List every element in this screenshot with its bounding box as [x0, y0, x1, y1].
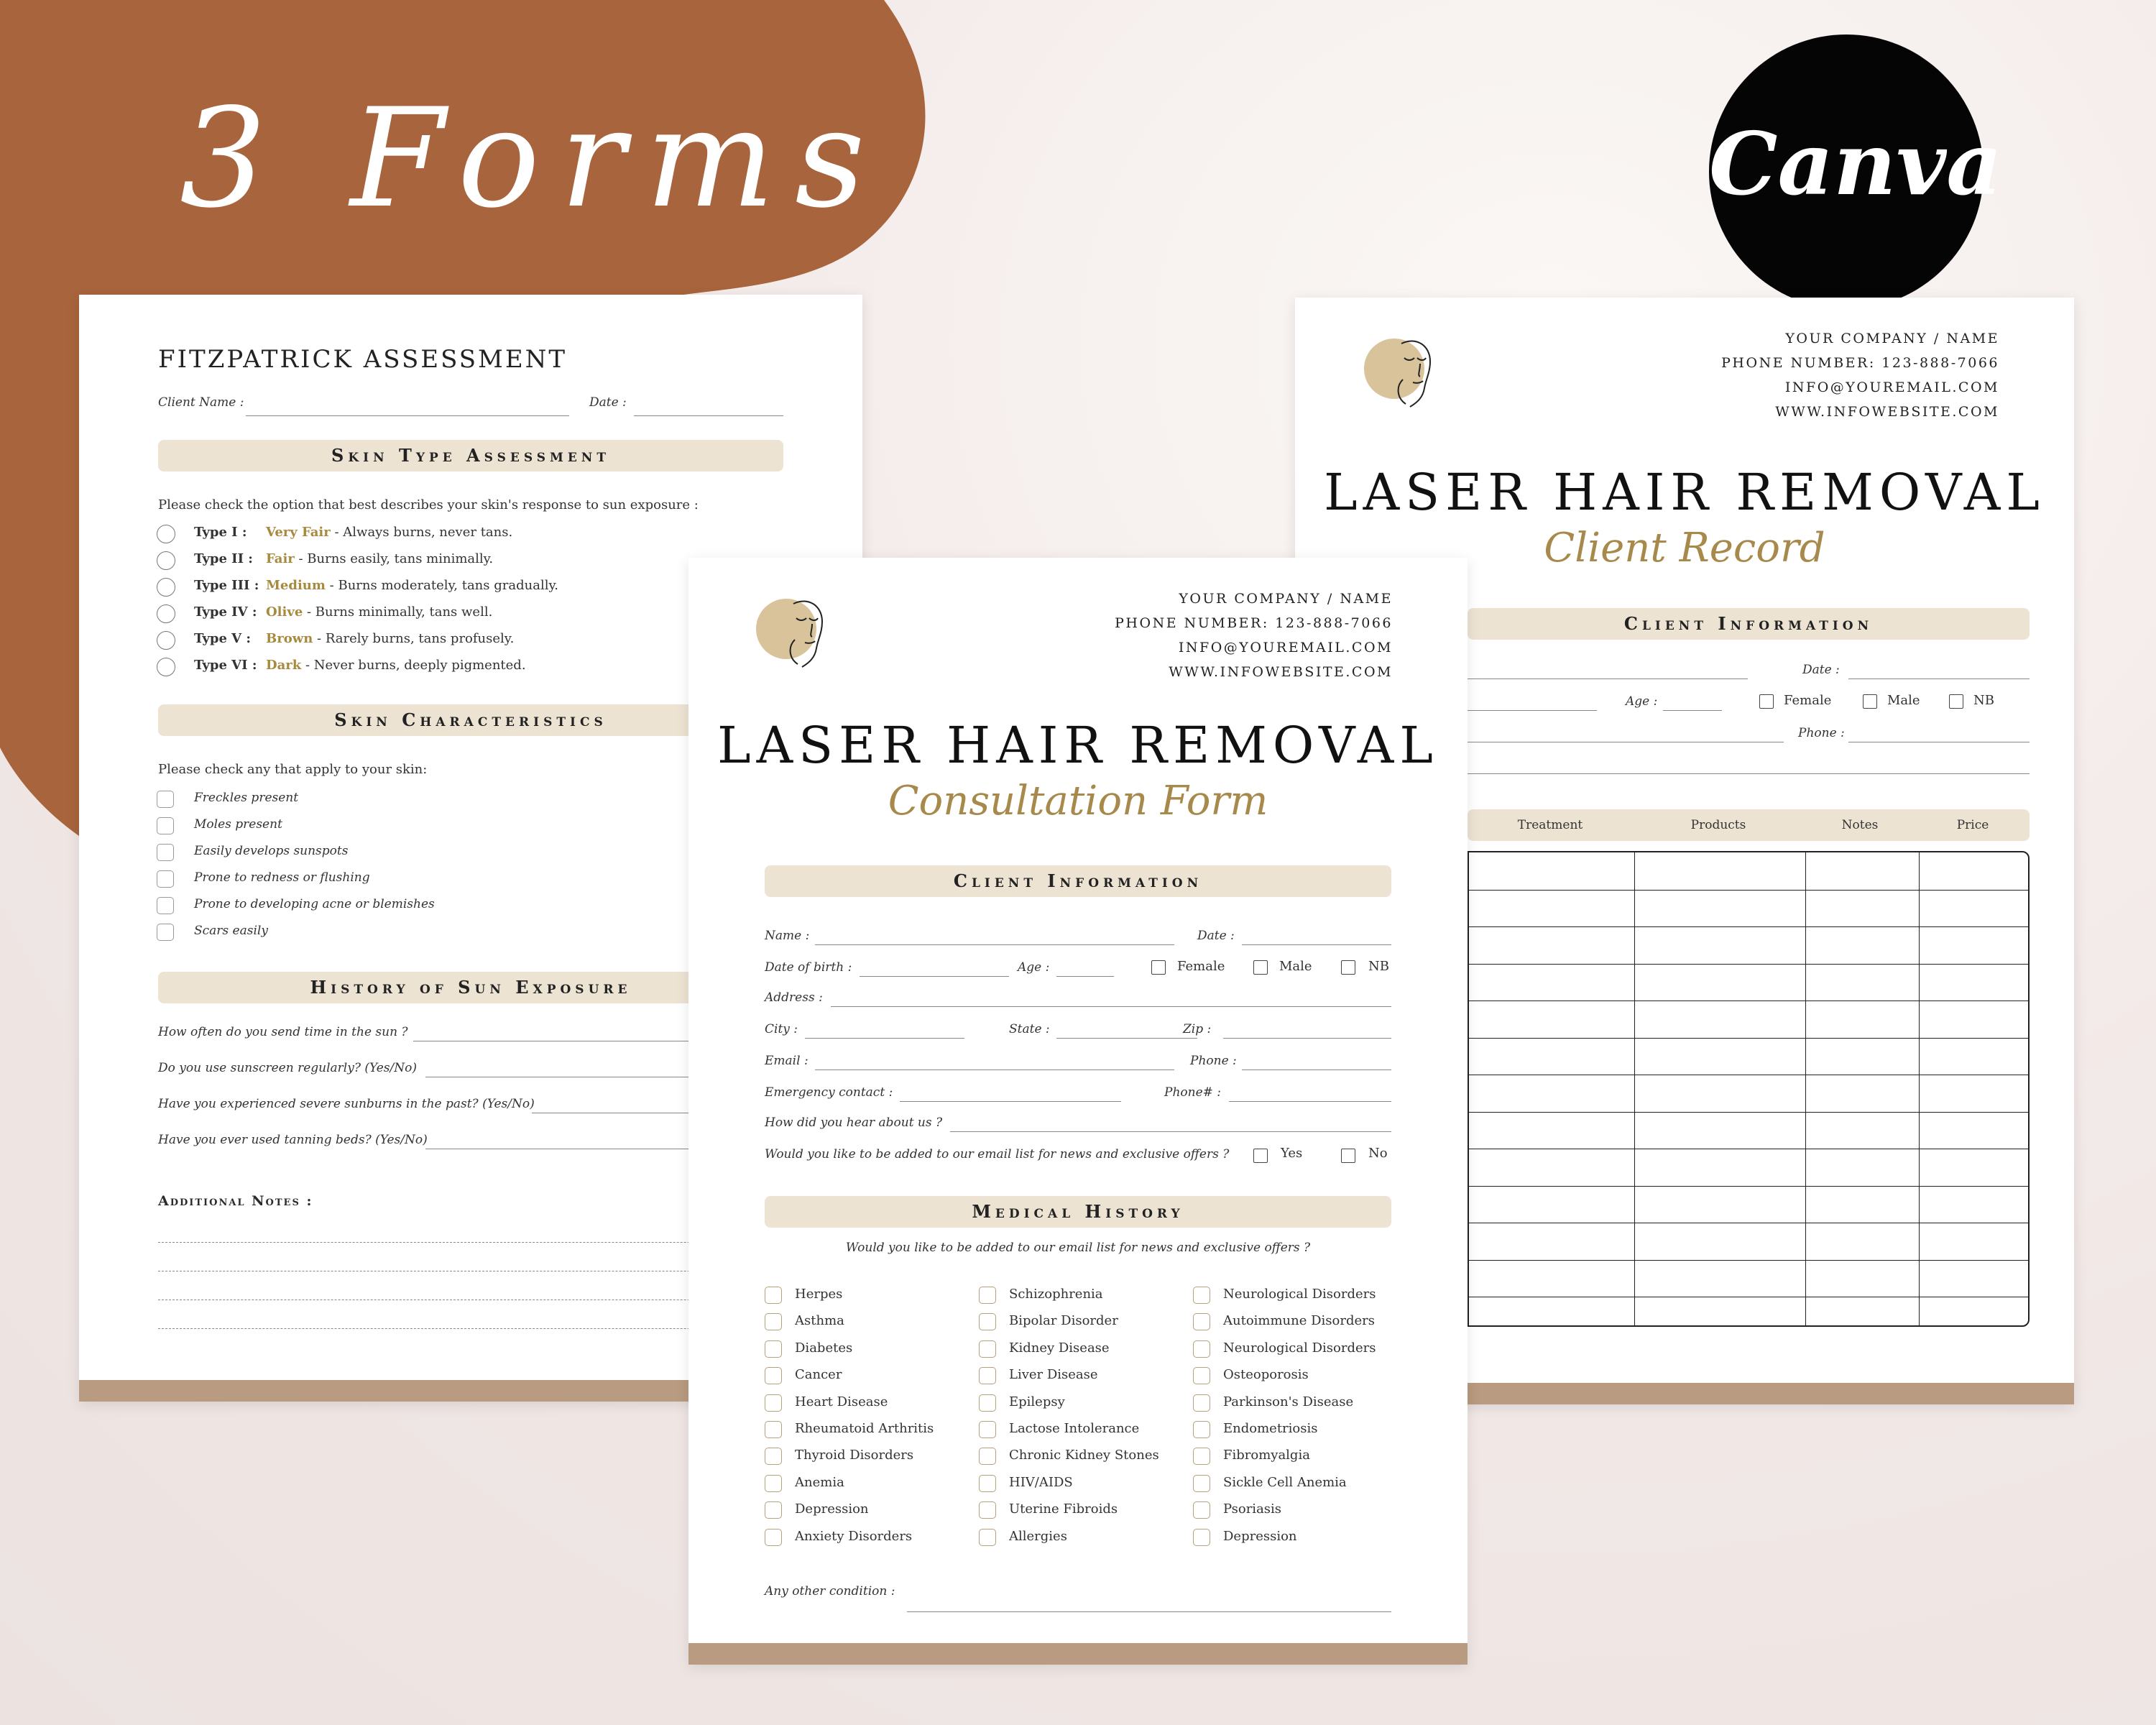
canva-badge — [1709, 34, 2002, 309]
condition-label: Cancer — [795, 1367, 842, 1383]
condition-checkbox[interactable] — [1193, 1448, 1210, 1465]
zip-field[interactable] — [1223, 1038, 1391, 1039]
skin-type-radio[interactable] — [157, 631, 175, 650]
condition-checkbox[interactable] — [765, 1448, 782, 1465]
characteristic-label: Freckles present — [194, 791, 299, 805]
condition-checkbox[interactable] — [1193, 1475, 1210, 1492]
male-checkbox[interactable] — [1253, 960, 1268, 975]
condition-checkbox[interactable] — [765, 1367, 782, 1384]
characteristics-prompt: Please check any that apply to your skin: — [158, 762, 428, 777]
condition-checkbox[interactable] — [979, 1313, 996, 1330]
yes-label: Yes — [1281, 1146, 1303, 1161]
company-line: YOUR COMPANY / NAME — [1785, 331, 1999, 346]
state-field[interactable] — [1056, 1038, 1197, 1039]
consultation-sheet — [688, 558, 1468, 1665]
condition-label: Depression — [1223, 1528, 1297, 1544]
record-nb-label: NB — [1973, 693, 1994, 708]
record-date-field[interactable] — [1848, 678, 2030, 679]
city-field[interactable] — [805, 1038, 964, 1039]
condition-label: Asthma — [795, 1313, 844, 1329]
record-female-checkbox[interactable] — [1759, 694, 1774, 709]
skin-type-shade: Olive — [266, 604, 303, 620]
condition-label: Neurological Disorders — [1223, 1287, 1376, 1302]
record-client-band — [1468, 608, 2030, 640]
record-male-label: Male — [1887, 693, 1920, 708]
yes-checkbox[interactable] — [1253, 1149, 1268, 1163]
characteristic-label: Prone to redness or flushing — [194, 870, 370, 885]
face-logo-icon — [752, 589, 838, 676]
record-male-checkbox[interactable] — [1863, 694, 1877, 709]
canva-logo: Canva — [1709, 114, 2002, 215]
dob-field[interactable] — [860, 976, 1009, 977]
hear-field[interactable] — [950, 1131, 1391, 1132]
table-row[interactable] — [1469, 1112, 2028, 1149]
condition-checkbox[interactable] — [765, 1475, 782, 1492]
skin-type-name: Type II : — [194, 551, 253, 566]
record-date-label: Date : — [1802, 663, 1840, 677]
condition-label: HIV/AIDS — [1009, 1474, 1073, 1490]
characteristic-checkbox[interactable] — [157, 844, 174, 861]
characteristic-label: Scars easily — [194, 924, 268, 938]
condition-checkbox[interactable] — [1193, 1394, 1210, 1412]
age-label: Age : — [1018, 960, 1050, 975]
hear-label: How did you hear about us ? — [765, 1116, 943, 1130]
female-checkbox[interactable] — [1151, 960, 1166, 975]
consult-title: LASER HAIR REMOVAL — [717, 716, 1439, 775]
skin-type-shade: Fair — [266, 551, 295, 566]
condition-label: Sickle Cell Anemia — [1223, 1474, 1347, 1490]
skin-type-name: Type I : — [194, 525, 247, 540]
date-field[interactable] — [634, 415, 783, 416]
condition-checkbox[interactable] — [1193, 1287, 1210, 1304]
record-female-label: Female — [1784, 693, 1832, 708]
condition-checkbox[interactable] — [765, 1313, 782, 1330]
condition-checkbox[interactable] — [765, 1421, 782, 1438]
skin-type-row — [194, 525, 512, 540]
table-row[interactable] — [1469, 1038, 2028, 1075]
client-name-field[interactable] — [246, 415, 569, 416]
name-field[interactable] — [815, 944, 1174, 945]
condition-checkbox[interactable] — [979, 1475, 996, 1492]
table-row[interactable] — [1469, 1186, 2028, 1223]
emergency-label: Emergency contact : — [765, 1085, 893, 1100]
table-column-header: Treatment — [1517, 818, 1583, 832]
date-field[interactable] — [1242, 944, 1391, 945]
skin-type-band — [158, 440, 783, 472]
characteristic-checkbox[interactable] — [157, 870, 174, 888]
condition-label: Autoimmune Disorders — [1223, 1313, 1375, 1329]
table-row[interactable] — [1469, 964, 2028, 1000]
condition-label: Neurological Disorders — [1223, 1340, 1376, 1356]
dob-label: Date of birth : — [765, 960, 852, 975]
other-condition-label: Any other condition : — [765, 1584, 895, 1598]
record-subtitle: Client Record — [1544, 525, 1825, 571]
skin-type-name: Type III : — [194, 578, 259, 593]
skin-type-row — [194, 631, 514, 646]
skin-characteristics-heading: Skin Characteristics — [334, 709, 607, 730]
condition-label: Heart Disease — [795, 1394, 888, 1409]
company-line: PHONE NUMBER: 123-888-7066 — [1721, 355, 1999, 371]
age-field[interactable] — [1056, 976, 1114, 977]
table-row[interactable] — [1469, 1000, 2028, 1037]
characteristic-checkbox[interactable] — [157, 897, 174, 914]
record-nb-checkbox[interactable] — [1949, 694, 1963, 709]
skin-type-shade: Medium — [266, 578, 326, 593]
condition-label: Liver Disease — [1009, 1367, 1098, 1383]
skin-type-shade: Very Fair — [266, 525, 331, 540]
skin-type-row — [194, 578, 558, 593]
condition-label: Thyroid Disorders — [795, 1448, 914, 1463]
skin-type-radio[interactable] — [157, 525, 175, 543]
sun-question: How often do you send time in the sun ? — [158, 1025, 408, 1039]
company-line: INFO@YOUREMAIL.COM — [1178, 640, 1393, 656]
date-label: Date : — [1197, 929, 1235, 943]
sun-question: Have you experienced severe sunburns in the past? (Yes/No) — [158, 1097, 535, 1111]
characteristic-label: Prone to developing acne or blemishes — [194, 897, 435, 911]
condition-checkbox[interactable] — [765, 1529, 782, 1546]
condition-checkbox[interactable] — [765, 1394, 782, 1412]
skin-type-radio[interactable] — [157, 551, 175, 570]
condition-checkbox[interactable] — [979, 1367, 996, 1384]
condition-label: Osteoporosis — [1223, 1367, 1309, 1383]
table-row[interactable] — [1469, 1297, 2028, 1333]
table-column-header: Products — [1690, 818, 1746, 832]
nb-checkbox[interactable] — [1341, 960, 1355, 975]
condition-checkbox[interactable] — [979, 1501, 996, 1519]
characteristic-checkbox[interactable] — [157, 924, 174, 941]
skin-type-name: Type VI : — [194, 658, 257, 673]
company-line: YOUR COMPANY / NAME — [1179, 591, 1393, 607]
condition-checkbox[interactable] — [979, 1287, 996, 1304]
fitz-title: FITZPATRICK ASSESSMENT — [158, 345, 568, 374]
condition-checkbox[interactable] — [765, 1287, 782, 1304]
skin-type-shade: Dark — [266, 658, 302, 673]
emergency-field[interactable] — [900, 1101, 1121, 1102]
record-age-field[interactable] — [1663, 710, 1722, 711]
city-label: City : — [765, 1022, 798, 1036]
company-line: PHONE NUMBER: 123-888-7066 — [1115, 615, 1393, 631]
date-label: Date : — [589, 395, 627, 410]
record-field[interactable] — [1468, 773, 2030, 774]
condition-label: Psoriasis — [1223, 1501, 1282, 1517]
face-logo-icon — [1360, 329, 1446, 415]
condition-label: Anemia — [795, 1474, 844, 1490]
skin-type-name: Type IV : — [194, 604, 257, 620]
skin-type-desc: - Burns moderately, tans gradually. — [325, 578, 558, 593]
condition-label: Allergies — [1009, 1528, 1067, 1544]
condition-label: Rheumatoid Arthritis — [795, 1421, 934, 1436]
table-column-header: Price — [1956, 818, 1989, 832]
phone-label: Phone : — [1190, 1054, 1237, 1068]
company-line: INFO@YOUREMAIL.COM — [1784, 380, 1999, 395]
record-age-label: Age : — [1626, 694, 1658, 709]
sun-exposure-heading: History of Sun Exposure — [310, 977, 632, 998]
table-column-header: Notes — [1841, 818, 1879, 832]
skin-type-heading: Skin Type Assessment — [331, 445, 610, 466]
table-row[interactable] — [1469, 890, 2028, 926]
table-row[interactable] — [1469, 926, 2028, 963]
skin-type-name: Type V : — [194, 631, 252, 646]
condition-label: Chronic Kidney Stones — [1009, 1448, 1159, 1463]
sun-question: Have you ever used tanning beds? (Yes/No) — [158, 1133, 428, 1147]
phone2-field[interactable] — [1229, 1101, 1391, 1102]
footer-bar — [688, 1643, 1468, 1665]
skin-type-desc: - Rarely burns, tans profusely. — [313, 631, 515, 646]
table-row[interactable] — [1469, 1149, 2028, 1185]
skin-type-row — [194, 551, 493, 566]
skin-type-desc: - Burns minimally, tans well. — [303, 604, 493, 620]
other-condition-field[interactable] — [907, 1611, 1391, 1612]
characteristic-checkbox[interactable] — [157, 791, 174, 808]
condition-checkbox[interactable] — [1193, 1313, 1210, 1330]
condition-checkbox[interactable] — [765, 1501, 782, 1519]
record-client-heading: Client Information — [1623, 613, 1874, 634]
medical-history-band — [765, 1196, 1391, 1228]
name-label: Name : — [765, 929, 810, 943]
consult-subtitle: Consultation Form — [888, 778, 1268, 824]
condition-label: Bipolar Disorder — [1009, 1313, 1118, 1329]
male-label: Male — [1279, 959, 1312, 974]
record-table — [1468, 851, 2030, 1327]
skin-type-radio[interactable] — [157, 578, 175, 597]
condition-checkbox[interactable] — [1193, 1421, 1210, 1438]
condition-checkbox[interactable] — [1193, 1340, 1210, 1358]
characteristic-label: Easily develops sunspots — [194, 844, 349, 858]
condition-checkbox[interactable] — [979, 1421, 996, 1438]
condition-label: Depression — [795, 1501, 869, 1517]
skin-type-desc: - Burns easily, tans minimally. — [294, 551, 494, 566]
skin-type-row — [194, 604, 492, 620]
email-list-question: Would you like to be added to our email list for news and exclusive offers ? — [765, 1147, 1230, 1162]
condition-checkbox[interactable] — [1193, 1501, 1210, 1519]
characteristic-checkbox[interactable] — [157, 817, 174, 834]
company-line: WWW.INFOWEBSITE.COM — [1775, 404, 1999, 420]
skin-type-row — [194, 658, 526, 673]
condition-label: Parkinson's Disease — [1223, 1394, 1354, 1409]
record-phone-label: Phone : — [1798, 726, 1845, 740]
record-field[interactable] — [1468, 710, 1597, 711]
consult-client-heading: Client Information — [953, 870, 1203, 891]
sun-question: Do you use sunscreen regularly? (Yes/No) — [158, 1061, 417, 1075]
state-label: State : — [1009, 1022, 1050, 1036]
condition-label: Lactose Intolerance — [1009, 1421, 1140, 1436]
skin-type-radio[interactable] — [157, 658, 175, 676]
characteristic-label: Moles present — [194, 817, 282, 832]
condition-checkbox[interactable] — [979, 1394, 996, 1412]
zip-label: Zip : — [1183, 1022, 1212, 1036]
phone2-label: Phone# : — [1164, 1085, 1222, 1100]
client-name-label: Client Name : — [158, 395, 244, 410]
table-row[interactable] — [1469, 1075, 2028, 1111]
medical-history-heading: Medical History — [972, 1201, 1184, 1222]
condition-label: Fibromyalgia — [1223, 1448, 1310, 1463]
condition-checkbox[interactable] — [979, 1529, 996, 1546]
table-row[interactable] — [1469, 852, 2028, 889]
skin-type-desc: - Always burns, never tans. — [330, 525, 513, 540]
condition-label: Schizophrenia — [1009, 1287, 1103, 1302]
address-label: Address : — [765, 990, 823, 1005]
no-checkbox[interactable] — [1341, 1149, 1355, 1163]
record-title: LASER HAIR REMOVAL — [1324, 463, 2045, 522]
record-name-field[interactable] — [1468, 678, 1748, 679]
condition-label: Endometriosis — [1223, 1421, 1318, 1436]
condition-checkbox[interactable] — [1193, 1529, 1210, 1546]
condition-checkbox[interactable] — [979, 1340, 996, 1358]
female-label: Female — [1177, 959, 1225, 974]
company-line: WWW.INFOWEBSITE.COM — [1169, 664, 1393, 680]
skin-type-radio[interactable] — [157, 604, 175, 623]
address-field[interactable] — [831, 1006, 1391, 1007]
condition-label: Herpes — [795, 1287, 843, 1302]
table-row[interactable] — [1469, 1260, 2028, 1297]
condition-checkbox[interactable] — [979, 1448, 996, 1465]
skin-type-shade: Brown — [266, 631, 313, 646]
banner-title: 3 Forms — [180, 79, 885, 238]
condition-checkbox[interactable] — [765, 1340, 782, 1358]
table-row[interactable] — [1469, 1223, 2028, 1259]
condition-label: Uterine Fibroids — [1009, 1501, 1118, 1517]
condition-label: Diabetes — [795, 1340, 853, 1356]
medical-prompt: Would you like to be added to our email list for news and exclusive offers ? — [845, 1241, 1311, 1255]
no-label: No — [1368, 1146, 1388, 1161]
condition-label: Epilepsy — [1009, 1394, 1065, 1409]
condition-label: Kidney Disease — [1009, 1340, 1110, 1356]
consult-client-band — [765, 865, 1391, 897]
skin-type-prompt: Please check the option that best describes your skin's response to sun exposure : — [158, 497, 699, 512]
notes-label: Additional Notes : — [158, 1193, 313, 1209]
condition-checkbox[interactable] — [1193, 1367, 1210, 1384]
skin-type-desc: - Never burns, deeply pigmented. — [301, 658, 526, 673]
nb-label: NB — [1368, 959, 1389, 974]
condition-label: Anxiety Disorders — [795, 1528, 913, 1544]
email-label: Email : — [765, 1054, 808, 1068]
